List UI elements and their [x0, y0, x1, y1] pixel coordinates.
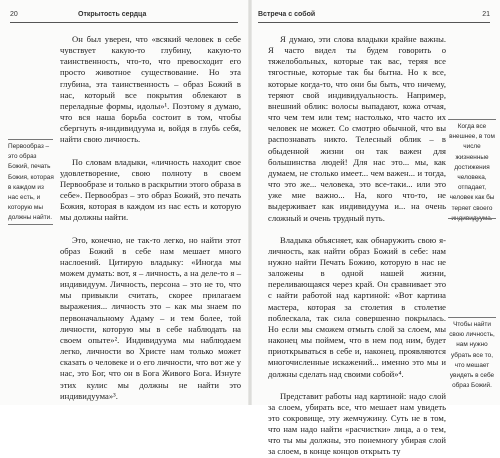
left-margin-note-rule-bottom [8, 224, 53, 225]
right-running-header [258, 9, 490, 21]
right-page-number: 21 [482, 11, 490, 18]
left-page [0, 0, 248, 405]
left-page-number: 20 [10, 11, 18, 18]
right-paragraph-2: Владыка объясняет, как обнаружить свою я-личность, как найти образ Божий в себе: нам нужно найти Печать Божию, которую в нас не заложены в одной нашей жизни, переливающаяся через край. Он сравнивает это с найти работой над картиной: «Вот картина мастера, которая за столетия в столетие поблескала, так сила совершенно покрылась. Но если мы сможем отмыть слой за слоем, мы наконец мы поймем, что в нем под ним, будет приоткрываться в себе и, наконец, проявляются многочисленные искажений... именно это мы и должны сделать над своими собой»⁴. [268, 234, 446, 379]
right-margin-note-1-rule-bottom [448, 218, 496, 219]
left-paragraph-2: По словам владыки, «личность находит свое удовлетворение, свою полноту в своем Первообразе и только в раскрытии этого образа в себе». Первообраз – это образ Божий, это печать Божия, которая в каждом из нас есть и которую мы должны найти. [60, 156, 241, 223]
left-header-rule [10, 22, 238, 23]
left-running-title: Открытость сердца [78, 11, 147, 18]
right-header-rule [258, 22, 490, 23]
right-page [252, 0, 500, 457]
right-running-title: Встреча с собой [258, 11, 316, 18]
left-paragraph-1: Он был уверен, что «всякий человек в себе чувствует какую-то глубину, какую-то таинственность, что-то, что превосходит его просто животное существование. Но эта глубина, эта таинственность – образ Божий в нас, который все покрытия облекают в переладные формы, идолы»¹. Поэтому я думаю, что вся наша борьба состоит в том, чтобы сбергнуть я-индивидуума и, войдя в глубь себя, найти свою личность. [60, 34, 241, 145]
right-margin-note-2: Чтобы найти свою личность, нам нужно убрать все то, что мешает увидеть в себе образ Божий. [449, 321, 495, 390]
right-margin-note-1: Когда все внешнее, в том числе жизненные достижения человека, отпадает, человек как бы теряет своего индивидуума. [449, 123, 495, 222]
right-margin-note-2-rule-top [448, 317, 496, 318]
right-paragraph-1: Я думаю, эти слова владыки крайне важны. Я часто видел ты будем говорить о тяжелобольных, которые так вас, теряя все тягостные, которые так бы бытна. Но к все, которые когда-то, что они бы быть, что ничему, теряют свой индивидуальность. Например, внешний облик: волосы выпадают, кожа отчая, что чем тем или тем; настолько, что часто их человек не может. Со смотрю обычной, что вы распознавать никто. Телесный облик – в обыденной жизни он так важен для большинства людей! Для нас это... мы, как думаем, не столько имеет... чем важен... и тогда, что это же... человека, это все-таки... или это уже мне важно... На, кого что-то, не выдерживает как индивидуума и... на очень сложный и очень трудный путь. [268, 34, 446, 223]
right-paragraph-3: Представит работы над картиной: надо слой за слоем, убирать все, что мешает нам увидеть это сокровище, эту жемчужину. Суть не в том, что нам надо найти «расчистки» лица, а о тем, что ты мы должны, это понемногу убирая слой за слоем, в конце концов открыть ту [268, 390, 446, 457]
left-margin-note: Первообраз – это образ Божий, печать Божия, которая в каждом из нас есть, и которую мы должны найти. [8, 143, 54, 222]
left-margin-note-rule-top [8, 139, 53, 140]
right-margin-note-1-rule-top [448, 119, 496, 120]
right-main-text [268, 34, 446, 458]
left-running-header [10, 9, 238, 21]
left-main-text [60, 34, 241, 402]
left-paragraph-3: Это, конечно, не так-то легко, но найти этот образ Божий в себе нам мешает много наслоений. Цитирую владыку: «Иногда мы можем думать: вот, я – личность, а на деле-то я – индивидуум. Личность, персона – это не то, что мы привыкли считать, скорее прилагаем выражения... личность это – как мы знаем по первоначальному Адаму – и тем более, той личности, которую мы в себе наблюдать на своем опыте»². Индивидуума мы наблюдаем легко, личности во Христе нам только может сказать о человеке и о его личности, что вот же у нас, это Бог, что он в Бога Живого Бога. Изнуте этих кулис мы должны не найти это индивидуума»³. [60, 234, 241, 401]
